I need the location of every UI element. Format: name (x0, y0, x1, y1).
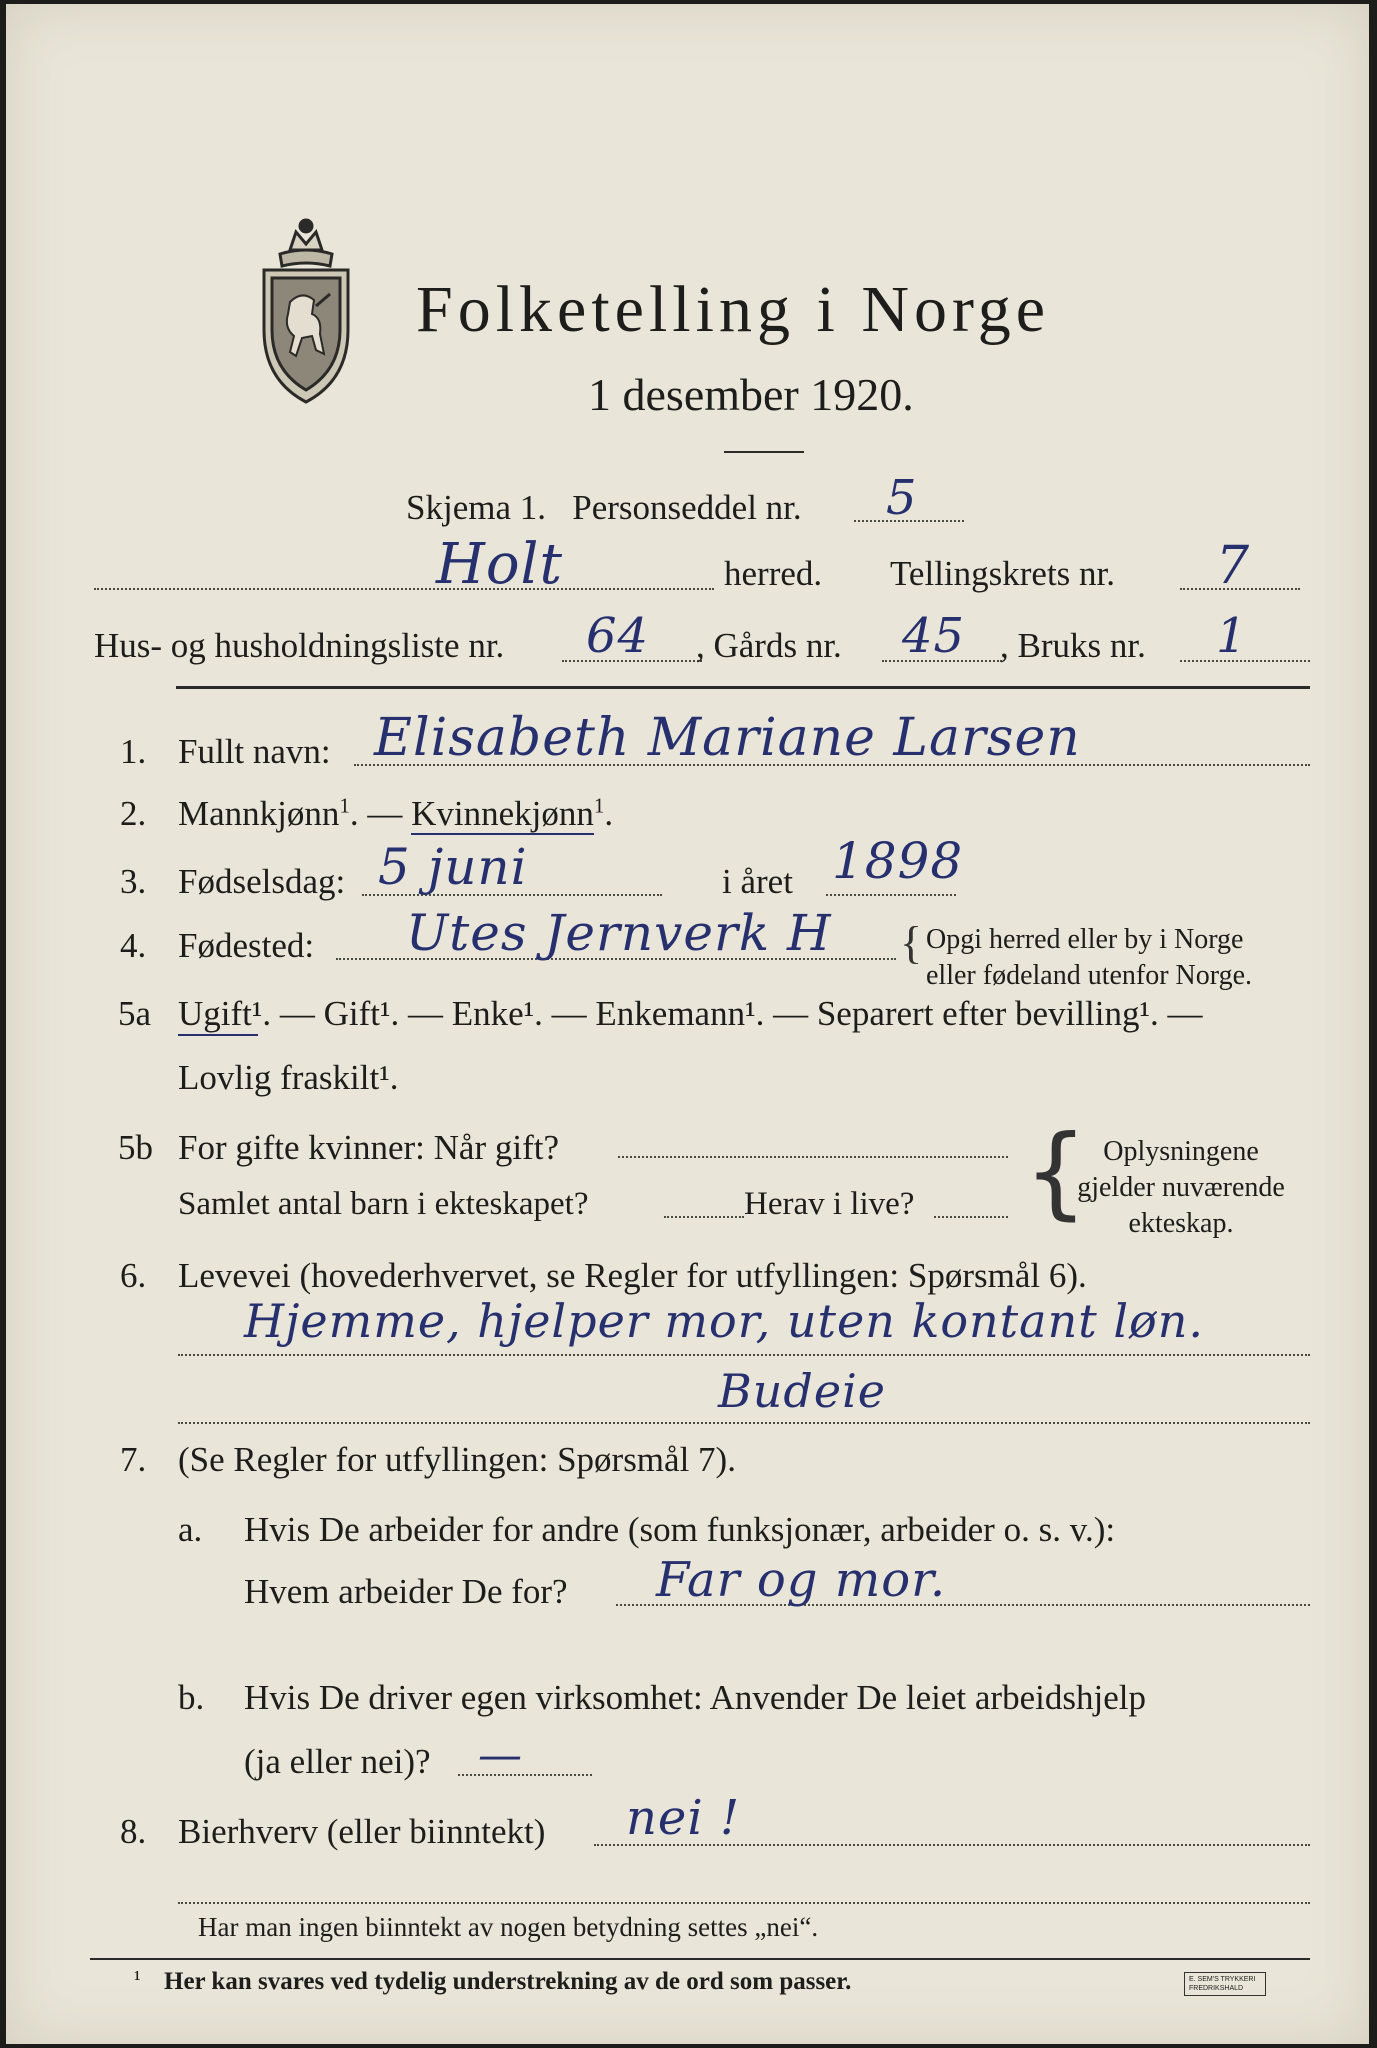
q3-year-label: i året (722, 862, 793, 901)
q3-birthday: 5 juni (378, 838, 528, 896)
q7b-line1: Hvis De driver egen virksomhet: Anvender De leiet arbeidshjelp (244, 1678, 1146, 1717)
herred-value: Holt (436, 532, 563, 597)
coat-of-arms-icon (250, 210, 362, 410)
q2-male-option: Mannkjønn (178, 794, 340, 833)
q6-number: 6. (120, 1256, 147, 1295)
q4-number: 4. (120, 926, 147, 965)
q1-number: 1. (120, 732, 147, 771)
footnote-divider (90, 1958, 1310, 1960)
footnote-text: Her kan svares ved tydelig understrekning av de ord som passer. (164, 1968, 852, 1995)
q5b-brace: { (1024, 1113, 1088, 1230)
q4-brace: { (900, 917, 923, 968)
q6-label: Levevei (hovederhvervet, se Regler for utfyllingen: Spørsmål 6). (178, 1256, 1087, 1295)
q6-line1 (178, 1354, 1310, 1356)
q5a-options: Ugift¹. — Gift¹. — Enke¹. — Enkemann¹. — Separert efter bevilling¹. — (178, 994, 1203, 1033)
q7a-employer: Far og mor. (656, 1552, 947, 1608)
census-form (6, 4, 1369, 2044)
q7b-letter: b. (178, 1678, 205, 1717)
personseddel-value: 5 (886, 470, 918, 526)
q1-full-name: Elisabeth Mariane Larsen (374, 708, 1081, 768)
q3-label: Fødselsdag: (178, 862, 346, 901)
q5a-ugift-underline (178, 1034, 258, 1036)
header-divider (176, 686, 1310, 689)
q5a-number: 5a (118, 994, 152, 1033)
q7a-line2: Hvem arbeider De for? (244, 1572, 568, 1611)
q2-female-option: Kvinnekjønn (411, 794, 594, 833)
q2-number: 2. (120, 794, 147, 833)
q5b-alive-line (934, 1216, 1008, 1218)
tellingskrets-label: Tellingskrets nr. (890, 554, 1116, 593)
gards-label: , Gårds nr. (696, 626, 842, 665)
herred-label: herred. (724, 554, 823, 593)
printer-stamp: E. SEM'S TRYKKERI FREDRIKSHALD (1184, 1972, 1266, 1996)
q2-options: Mannkjønn$^1$. — Kvinnekjønn$^1$. (178, 793, 614, 833)
q3-year-line (826, 894, 956, 896)
q4-note: Opgi herred eller by i Norge eller fødeland utenfor Norge. (926, 924, 1253, 991)
q7-label: (Se Regler for utfyllingen: Spørsmål 7). (178, 1440, 736, 1479)
no-income-notice: Har man ingen biinntekt av nogen betydning settes „nei“. (198, 1912, 819, 1942)
q5b-number: 5b (118, 1128, 153, 1167)
q5a-options-line2: Lovlig fraskilt¹. (178, 1058, 399, 1097)
q5b-note: Oplysningene gjelder nuværende ekteskap. (1077, 1136, 1285, 1239)
husliste-value: 64 (586, 608, 650, 664)
q8-side-income: nei ! (626, 1790, 741, 1846)
q7-number: 7. (120, 1440, 147, 1479)
q5b-children-label: Samlet antal barn i ekteskapet? (178, 1186, 589, 1222)
q7b-line2: (ja eller nei)? (244, 1742, 431, 1781)
bruks-value: 1 (1216, 608, 1248, 664)
title-divider (724, 451, 804, 453)
q6-occupation-line2: Budeie (718, 1364, 887, 1418)
q3-number: 3. (120, 862, 147, 901)
form-date: 1 desember 1920. (588, 369, 914, 420)
herred-line (94, 588, 714, 590)
q5b-married-line (618, 1156, 1008, 1158)
q3-birth-year-value: 1898 (832, 832, 964, 890)
q7b-answer: — (478, 1730, 523, 1781)
q5b-alive-label: Herav i live? (744, 1186, 915, 1222)
q5b-line1: For gifte kvinner: Når gift? (178, 1128, 560, 1167)
bruks-label: , Bruks nr. (1000, 626, 1146, 665)
q8-label: Bierhverv (eller biinntekt) (178, 1812, 546, 1851)
q6-line2 (178, 1422, 1310, 1424)
skjema-label: Skjema 1. Personseddel nr. (406, 488, 802, 527)
q7a-letter: a. (178, 1510, 203, 1549)
gards-value: 45 (902, 608, 966, 664)
q7a-line1: Hvis De arbeider for andre (som funksjonær, arbeider o. s. v.): (244, 1510, 1116, 1549)
q4-birthplace: Utes Jernverk H (406, 904, 832, 962)
q6-occupation: Hjemme, hjelper mor, uten kontant løn. (244, 1294, 1204, 1348)
form-title: Folketelling i Norge (416, 273, 1051, 346)
q8-line2 (178, 1902, 1310, 1904)
q5b-children-line (664, 1216, 744, 1218)
q8-number: 8. (120, 1812, 147, 1851)
tellingskrets-value: 7 (1216, 536, 1251, 596)
q1-label: Fullt navn: (178, 732, 331, 771)
footnote-mark: ¹ (134, 1966, 141, 1991)
q4-label: Fødested: (178, 926, 315, 965)
husliste-label: Hus- og husholdningsliste nr. (94, 626, 505, 665)
